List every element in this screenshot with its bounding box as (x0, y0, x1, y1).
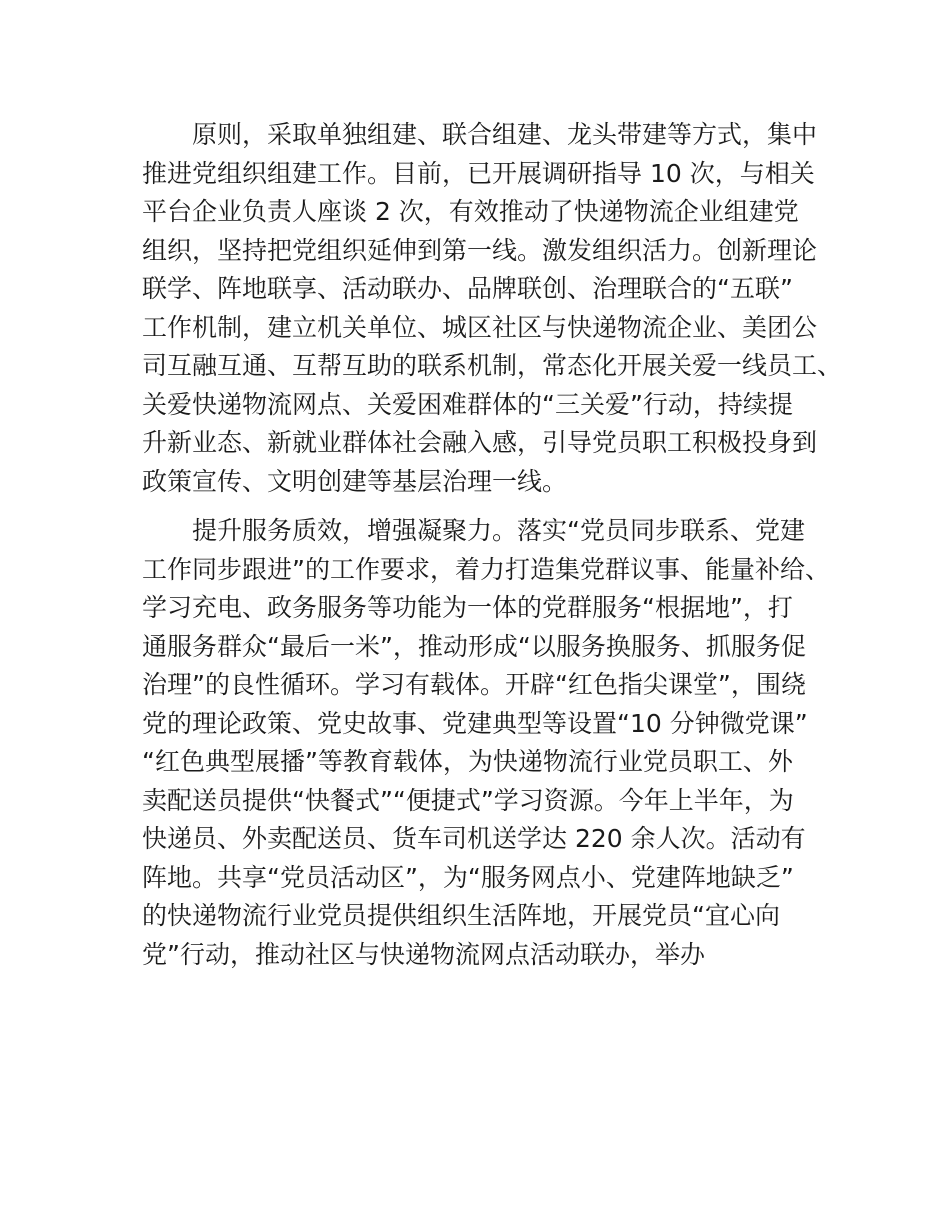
text-line: 组织，坚持把党组织延伸到第一线。激发组织活力。创新理论 (142, 235, 818, 265)
text-line: 提升服务质效，增强凝聚力。落实“党员同步联系、党建 (192, 516, 805, 545)
text-line: 工作同步跟进”的工作要求，着力打造集党群议事、能量补给、 (142, 554, 830, 584)
text-line: 学习充电、政务服务等功能为一体的党群服务“根据地”，打 (142, 593, 793, 622)
text-line: 快递员、外卖配送员、货车司机送学达 220 余人次。活动有 (142, 824, 806, 853)
text-line: 原则，采取单独组建、联合组建、龙头带建等方式，集中 (192, 120, 818, 149)
text-line: 联学、阵地联享、活动联办、品牌联创、治理联合的“五联” (142, 274, 793, 303)
text-line: 升新业态、新就业群体社会融入感，引导党员职工积极投身到 (142, 428, 818, 457)
text-line: 的快递物流行业党员提供组织生活阵地，开展党员“宜心向 (142, 901, 780, 930)
paragraph-2 (142, 512, 842, 974)
text-line: “红色典型展播”等教育载体，为快递物流行业党员职工、外 (142, 747, 793, 776)
text-line: 党”行动，推动社区与快递物流网点活动联办，举办 (142, 939, 705, 969)
text-line: 通服务群众“最后一米”，推动形成“以服务换服务、抓服务促 (142, 631, 806, 661)
text-line: 关爱快递物流网点、关爱困难群体的“三关爱”行动，持续提 (142, 389, 793, 419)
paragraph-spacer (142, 501, 842, 512)
text-line: 政策宣传、文明创建等基层治理一线。 (142, 466, 568, 496)
paragraph-1 (142, 116, 842, 501)
document-body (142, 116, 842, 974)
text-line: 党的理论政策、党史故事、党建典型等设置“10 分钟微党课” (142, 708, 808, 738)
text-line: 阵地。共享“党员活动区”，为“服务网点小、党建阵地缺乏” (142, 862, 794, 892)
text-line: 工作机制，建立机关单位、城区社区与快递物流企业、美团公 (142, 312, 818, 342)
text-line: 卖配送员提供“快餐式”“便捷式”学习资源。今年上半年，为 (142, 785, 794, 815)
text-line: 司互融互通、互帮互助的联系机制，常态化开展关爱一线员工、 (142, 351, 843, 380)
text-line: 平台企业负责人座谈 2 次，有效推动了快递物流企业组建党 (142, 197, 799, 226)
text-line: 推进党组织组建工作。目前，已开展调研指导 10 次，与相关 (142, 158, 815, 188)
text-line: 治理”的良性循环。学习有载体。开辟“红色指尖课堂”，围绕 (142, 670, 806, 699)
